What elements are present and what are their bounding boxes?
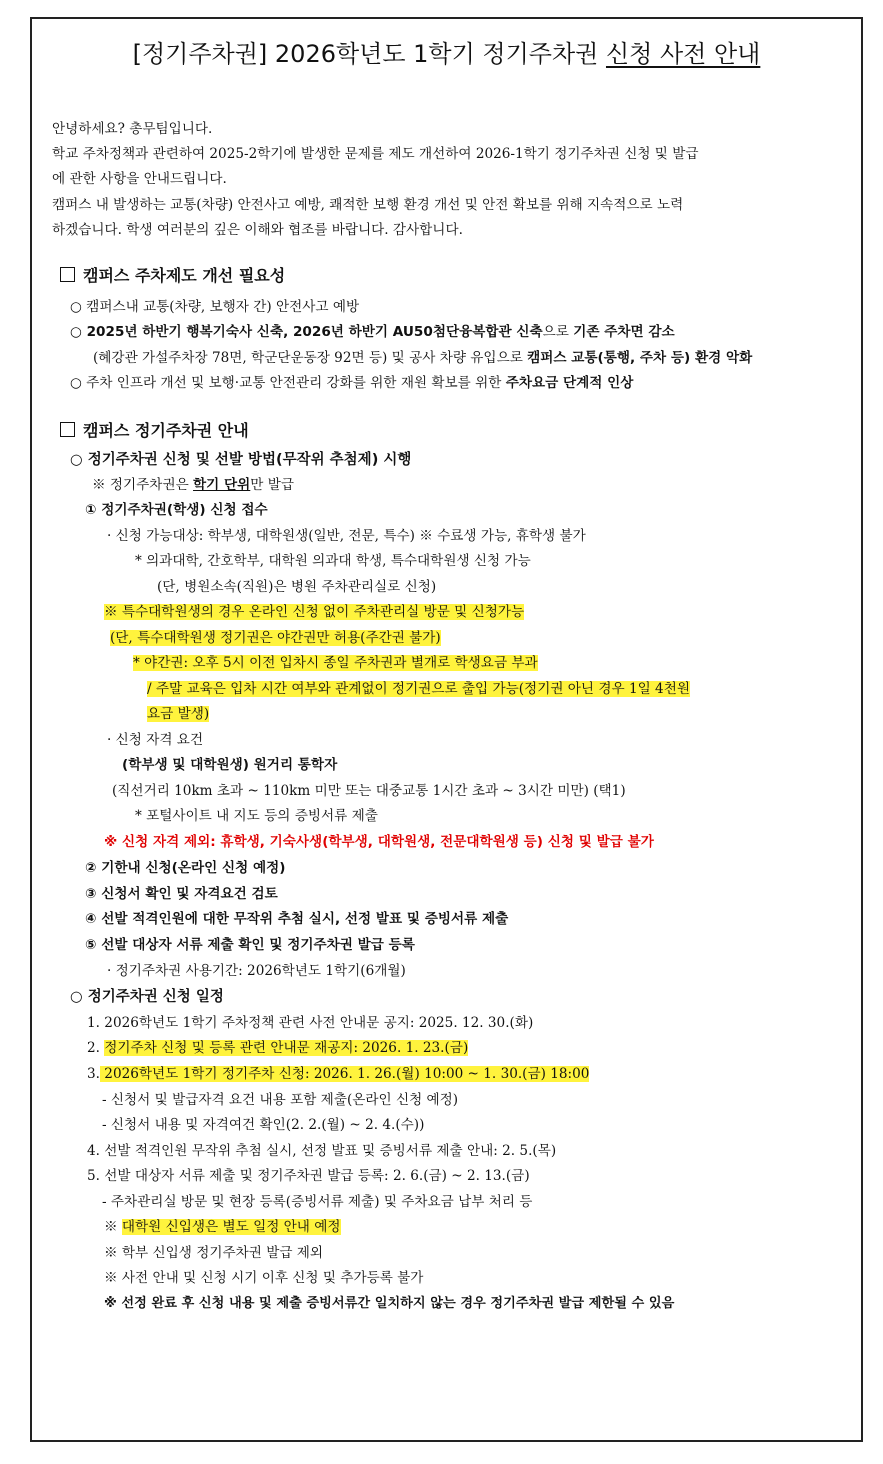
step-heading: ③ 신청서 확인 및 자격요건 검토 bbox=[85, 886, 278, 902]
intro-line: 에 관한 사항을 안내드립니다. bbox=[52, 171, 227, 187]
title-underlined: 신청 사전 안내 bbox=[605, 40, 761, 68]
checkbox-square-icon bbox=[60, 267, 75, 282]
highlight-note: / 주말 교육은 입차 시간 여부와 관계없이 정기권으로 출입 가능(정기권 아닌 경우 1일 4천원 bbox=[147, 681, 690, 697]
section-heading: 캠퍼스 주차제도 개선 필요성 bbox=[60, 267, 285, 285]
schedule-item: 5. 선발 대상자 서류 제출 및 정기주차권 발급 등록: 2. 6.(금) ~ 2. 13.(금) bbox=[87, 1168, 530, 1184]
schedule-item: 3. 2026학년도 1학기 정기주차 신청: 2026. 1. 26.(월) 10:00 ~ 1. 30.(금) 18:00 bbox=[87, 1066, 590, 1082]
list-item: · 정기주차권 사용기간: 2026학년도 1학기(6개월) bbox=[107, 963, 406, 979]
highlight-note: 요금 발생) bbox=[147, 706, 210, 722]
step-heading: ⑤ 선발 대상자 서류 제출 확인 및 정기주차권 발급 등록 bbox=[85, 937, 415, 953]
step-heading: ① 정기주차권(학생) 신청 접수 bbox=[85, 502, 268, 518]
note: ※ 학부 신입생 정기주차권 발급 제외 bbox=[104, 1245, 324, 1261]
note: ※ 사전 안내 및 신청 시기 이후 신청 및 추가등록 불가 bbox=[104, 1270, 424, 1286]
step-heading: ④ 선발 적격인원에 대한 무작위 추첨 실시, 선정 발표 및 증빙서류 제출 bbox=[85, 911, 509, 927]
list-item: · 신청 가능대상: 학부생, 대학원생(일반, 전문, 특수) ※ 수료생 가능, 휴학생 불가 bbox=[107, 528, 586, 544]
title-main: [정기주차권] 2026학년도 1학기 정기주차권 bbox=[132, 40, 606, 68]
schedule-item: 4. 선발 적격인원 무작위 추첨 실시, 선정 발표 및 증빙서류 제출 안내: 2. 5.(목) bbox=[87, 1143, 557, 1159]
section-heading: 캠퍼스 정기주차권 안내 bbox=[60, 422, 249, 440]
note: * 의과대학, 간호학부, 대학원 의과대 학생, 특수대학원생 신청 가능 bbox=[135, 553, 531, 569]
note: ※ 선정 완료 후 신청 내용 및 제출 증빙서류간 일치하지 않는 경우 정기주차권 발급 제한될 수 있음 bbox=[104, 1296, 675, 1311]
sub-heading: ○ 정기주차권 신청 및 선발 방법(무작위 추첨제) 시행 bbox=[70, 452, 412, 468]
highlight-note: * 야간권: 오후 5시 이전 입차시 종일 주차권과 별개로 학생요금 부과 bbox=[133, 655, 538, 671]
checkbox-square-icon bbox=[60, 422, 75, 437]
intro-line: 학교 주차정책과 관련하여 2025-2학기에 발생한 문제를 제도 개선하여 2026-1학기 정기주차권 신청 및 발급 bbox=[52, 146, 699, 162]
notice-frame bbox=[30, 17, 863, 1442]
list-item: ○ 2025년 하반기 행복기숙사 신축, 2026년 하반기 AU50첨단융복합관 신축으로 기존 주차면 감소 bbox=[70, 324, 675, 340]
schedule-item: 2. 정기주차 신청 및 등록 관련 안내문 재공지: 2026. 1. 23.(금) bbox=[87, 1040, 469, 1056]
schedule-subitem: - 신청서 및 발급자격 요건 내용 포함 제출(온라인 신청 예정) bbox=[102, 1092, 459, 1108]
schedule-item: 1. 2026학년도 1학기 주차정책 관련 사전 안내문 공지: 2025. 12. 30.(화) bbox=[87, 1015, 534, 1031]
schedule-subitem: - 신청서 내용 및 자격여건 확인(2. 2.(월) ~ 2. 4.(수)) bbox=[102, 1117, 425, 1133]
page-title bbox=[32, 34, 861, 69]
note: (단, 병원소속(직원)은 병원 주차관리실로 신청) bbox=[157, 579, 437, 595]
sub-heading: ○ 정기주차권 신청 일정 bbox=[70, 989, 224, 1005]
list-item: ○ 캠퍼스내 교통(차량, 보행자 간) 안전사고 예방 bbox=[70, 299, 360, 315]
highlight-note: ※ 특수대학원생의 경우 온라인 신청 없이 주차관리실 방문 및 신청가능 bbox=[104, 604, 525, 620]
step-heading: ② 기한내 신청(온라인 신청 예정) bbox=[85, 860, 286, 876]
schedule-subitem: - 주차관리실 방문 및 현장 등록(증빙서류 제출) 및 주차요금 납부 처리 등 bbox=[102, 1194, 533, 1210]
note: ※ 정기주차권은 학기 단위만 발급 bbox=[92, 477, 295, 493]
intro-line: 안녕하세요? 총무팀입니다. bbox=[52, 121, 213, 137]
list-item: ○ 주차 인프라 개선 및 보행·교통 안전관리 강화를 위한 재원 확보를 위한 주차요금 단계적 인상 bbox=[70, 375, 634, 391]
exclusion-note: ※ 신청 자격 제외: 휴학생, 기숙사생(학부생, 대학원생, 전문대학원생 등) 신청 및 발급 불가 bbox=[104, 834, 654, 850]
highlight-note: (단, 특수대학원생 정기권은 야간권만 허용(주간권 불가) bbox=[110, 630, 441, 646]
qualification-detail: (직선거리 10km 초과 ~ 110km 미만 또는 대중교통 1시간 초과 ~ 3시간 미만) (택1) bbox=[112, 783, 626, 799]
note: ※ 대학원 신입생은 별도 일정 안내 예정 bbox=[104, 1219, 341, 1235]
intro-line: 캠퍼스 내 발생하는 교통(차량) 안전사고 예방, 쾌적한 보행 환경 개선 및 안전 확보를 위해 지속적으로 노력 bbox=[52, 197, 684, 213]
intro-line: 하겠습니다. 학생 여러분의 깊은 이해와 협조를 바랍니다. 감사합니다. bbox=[52, 222, 463, 238]
list-item: (혜강관 가설주차장 78면, 학군단운동장 92면 등) 및 공사 차량 유입으로 캠퍼스 교통(통행, 주차 등) 환경 악화 bbox=[93, 350, 753, 366]
list-item: · 신청 자격 요건 bbox=[107, 732, 204, 748]
qualification: (학부생 및 대학원생) 원거리 통학자 bbox=[122, 757, 338, 773]
note: * 포털사이트 내 지도 등의 증빙서류 제출 bbox=[135, 808, 378, 824]
